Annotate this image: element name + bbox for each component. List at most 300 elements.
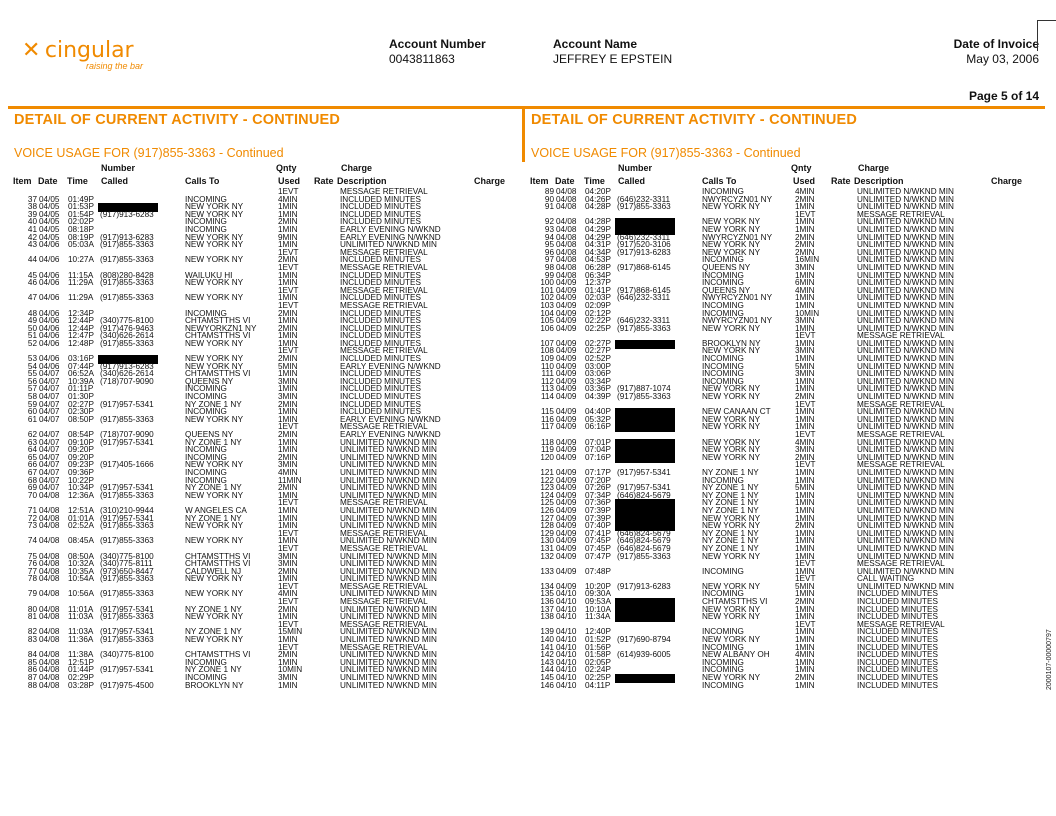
calls-to: INCOMING [185,224,227,234]
charge-description: INCLUDED MINUTES [340,217,421,227]
charge-description: UNLIMITED N/WKND MIN [857,407,954,417]
minutes-used: 2MIN [278,308,298,318]
number-called: (646)232-3311 [617,232,671,242]
call-date: 04/07 [39,369,60,379]
call-date: 04/07 [39,430,60,439]
account-number: 0043811863 [389,52,455,66]
charge-description: INCLUDED MINUTES [857,627,938,637]
item-number: 66 [27,460,37,470]
call-date: 04/09 [556,278,577,288]
charge-description: INCLUDED MINUTES [857,612,938,622]
call-date: 04/06 [39,270,60,280]
calls-to: CHTAMSTTHS VI [702,597,768,607]
number-called: (917)957-5341 [100,665,154,675]
calls-to: NY ZONE 1 NY [702,505,759,515]
table-row [13,522,523,530]
call-time: 01:01A [68,513,94,523]
header-date: Date [38,176,58,186]
number-called: (917)957-5341 [100,437,154,447]
call-time: 03:36P [585,384,611,394]
minutes-used: 5MIN [278,361,298,371]
charge-description: MESSAGE RETRIEVAL [857,399,945,409]
charge-description: MESSAGE RETRIEVAL [857,331,945,341]
calls-to: INCOMING [185,467,227,477]
call-time: 08:18P [68,224,94,234]
minutes-used: 2MIN [795,452,815,462]
charge-description: UNLIMITED N/WKND MIN [857,187,954,196]
charge-description: MESSAGE RETRIEVAL [340,285,428,295]
calls-to: INCOMING [702,308,744,318]
calls-to: INCOMING [702,657,744,667]
call-time: 02:05P [585,657,611,667]
number-called: (917)855-3363 [100,255,154,265]
account-number-label: Account Number [389,37,486,51]
calls-to: NEW YORK NY [185,612,244,622]
minutes-used: 2MIN [278,483,298,493]
call-date: 04/05 [39,232,60,242]
call-date: 04/08 [556,240,577,250]
calls-to: INCOMING [185,384,227,394]
call-date: 04/06 [39,240,60,250]
call-time: 01:53P [68,202,94,212]
charge-description: INCLUDED MINUTES [340,255,421,265]
header-called: Called [101,176,129,186]
calls-to: INCOMING [702,300,744,310]
section-title-left: DETAIL OF CURRENT ACTIVITY - CONTINUED [14,112,341,128]
item-number: 104 [540,308,554,318]
calls-to: INCOMING [702,255,744,265]
minutes-used: 4MIN [795,650,815,660]
minutes-used: 1MIN [795,354,815,364]
charge-description: UNLIMITED N/WKND MIN [857,285,954,295]
item-number: 131 [540,543,554,553]
item-number: 133 [540,566,554,576]
charge-description: UNLIMITED N/WKND MIN [857,414,954,424]
table-row [13,613,523,621]
call-date: 04/08 [556,224,577,234]
call-time: 07:16P [585,452,611,462]
charge-description: MESSAGE RETRIEVAL [857,209,945,219]
item-number: 38 [27,202,37,212]
charge-description: UNLIMITED N/WKND MIN [340,452,437,462]
calls-to: INCOMING [702,680,744,690]
charge-description: UNLIMITED N/WKND MIN [857,323,954,333]
minutes-used: 1MIN [795,490,815,500]
minutes-used: 1MIN [795,202,815,212]
page-number: Page 5 of 14 [968,89,1039,103]
calls-to: INCOMING [185,475,227,485]
minutes-used: 3MIN [278,551,298,561]
calls-to: INCOMING [702,361,744,371]
item-number: 110 [540,361,554,371]
item-number: 46 [27,278,37,288]
account-name: JEFFREY E EPSTEIN [553,52,673,66]
calls-to: NY ZONE 1 NY [185,437,242,447]
number-called: (646)232-3311 [617,316,671,326]
call-time: 04:20P [585,187,611,196]
item-number: 68 [27,475,37,485]
calls-to: NEW YORK NY [702,392,761,402]
call-date: 04/08 [39,551,60,561]
call-date: 04/06 [39,323,60,333]
call-time: 04:31P [585,240,611,250]
table-row [13,279,523,287]
minutes-used: 5MIN [795,361,815,371]
minutes-used: 1MIN [278,407,298,417]
minutes-used: 1EVT [278,581,299,591]
charge-description: MESSAGE RETRIEVAL [340,581,428,591]
item-number: 137 [540,604,554,614]
minutes-used: 3MIN [795,262,815,272]
cingular-logo [22,38,144,71]
charge-description: UNLIMITED N/WKND MIN [340,460,437,470]
item-number: 98 [544,262,554,272]
charge-description: EARLY EVENING N/WKND [340,430,441,439]
calls-to: NEW YORK NY [185,490,244,500]
minutes-used: 1MIN [278,240,298,250]
charge-description: INCLUDED MINUTES [340,308,421,318]
call-date: 04/10 [556,589,577,599]
invoice-date-label: Date of Invoice [953,37,1039,51]
charge-description: INCLUDED MINUTES [340,202,421,212]
minutes-used: 3MIN [795,316,815,326]
minutes-used: 1MIN [795,566,815,576]
charge-description: UNLIMITED N/WKND MIN [857,452,954,462]
minutes-used: 1EVT [278,346,299,356]
call-date: 04/08 [39,657,60,667]
table-row [530,203,1040,211]
calls-to: INCOMING [702,369,744,379]
call-time: 02:12P [585,308,611,318]
call-time: 02:30P [68,407,94,417]
calls-to: QUEENS NY [185,430,234,439]
table-row [13,492,523,500]
call-time: 02:29P [68,673,94,682]
call-date: 04/08 [39,612,60,622]
calls-to: NEW YORK NY [185,460,244,470]
call-date: 04/10 [556,650,577,660]
item-number: 99 [544,270,554,280]
charge-description: UNLIMITED N/WKND MIN [340,505,437,515]
charge-description: UNLIMITED N/WKND MIN [857,361,954,371]
table-row [13,340,523,348]
call-date: 04/09 [556,475,577,485]
minutes-used: 1MIN [795,384,815,394]
calls-to: QUEENS NY [702,285,751,295]
charge-description: UNLIMITED N/WKND MIN [340,665,437,675]
table-row [530,553,1040,561]
number-called: (917)957-5341 [100,483,154,493]
charge-description: UNLIMITED N/WKND MIN [857,551,954,561]
call-date: 04/09 [556,452,577,462]
calls-to: NEW YORK NY [702,452,761,462]
calls-to: INCOMING [702,354,744,364]
charge-description: UNLIMITED N/WKND MIN [857,581,954,591]
calls-to: NWYRCYZN01 NY [702,194,773,204]
minutes-used: 1MIN [795,323,815,333]
call-date: 04/09 [556,323,577,333]
call-date: 04/08 [39,665,60,675]
call-date: 04/05 [39,202,60,212]
logo-name: cingular [44,38,134,63]
call-date: 04/08 [39,513,60,523]
header-rate: Rate [831,176,851,186]
call-date: 04/09 [556,551,577,561]
call-date: 04/07 [39,376,60,386]
call-date: 04/08 [39,673,60,682]
call-time: 09:30A [585,589,611,599]
item-number: 95 [544,240,554,250]
header-item: Item [530,176,549,186]
header-calls-to: Calls To [702,176,737,186]
minutes-used: 1MIN [795,627,815,637]
call-date: 04/06 [39,338,60,348]
call-time: 02:52P [585,354,611,364]
calls-to: NEW YORK NY [185,414,244,424]
charge-description: UNLIMITED N/WKND MIN [340,559,437,569]
call-time: 04:26P [585,194,611,204]
item-number: 89 [544,187,554,196]
charge-description: UNLIMITED N/WKND MIN [340,521,437,531]
minutes-used: 4MIN [795,187,815,196]
item-number: 59 [27,399,37,409]
charge-description: INCLUDED MINUTES [857,650,938,660]
minutes-used: 1MIN [278,680,298,690]
calls-to: NY ZONE 1 NY [702,543,759,553]
minutes-used: 1MIN [278,369,298,379]
header-calls-to: Calls To [185,176,220,186]
table-row [13,537,523,545]
calls-to: INCOMING [185,217,227,227]
minutes-used: 2MIN [278,217,298,227]
call-date: 04/08 [39,589,60,599]
left-section-rule [8,106,522,109]
charge-description: MESSAGE RETRIEVAL [340,346,428,356]
charge-description: INCLUDED MINUTES [857,635,938,645]
calls-to: NEW YORK NY [702,673,761,682]
call-time: 09:20P [68,452,94,462]
charge-description: UNLIMITED N/WKND MIN [857,255,954,265]
charge-description: UNLIMITED N/WKND MIN [857,247,954,257]
number-called: (917)855-3363 [617,392,671,402]
header-charge-top: Charge [858,163,890,173]
charge-description: INCLUDED MINUTES [340,323,421,333]
charge-description: INCLUDED MINUTES [340,278,421,288]
charge-description: UNLIMITED N/WKND MIN [340,650,437,660]
calls-to: INCOMING [702,376,744,386]
minutes-used: 5MIN [795,483,815,493]
call-time: 04:28P [585,217,611,227]
minutes-used: 1MIN [795,475,815,485]
call-time: 01:49P [68,194,94,204]
header-number: Number [101,163,136,173]
item-number: 146 [540,680,554,690]
header-qnty: Qnty [276,163,297,173]
item-number: 40 [27,217,37,227]
call-time: 04:34P [585,247,611,257]
call-time: 10:54A [68,574,94,584]
header-charge-top: Charge [341,163,373,173]
table-row [530,613,1040,621]
call-time: 07:48P [585,566,611,576]
minutes-used: 1MIN [278,224,298,234]
item-number: 128 [540,521,554,531]
item-number: 132 [540,551,554,561]
minutes-used: 1EVT [795,559,816,569]
item-number: 118 [540,437,554,447]
item-number: 80 [27,604,37,614]
number-called: (917)887-1074 [617,384,671,394]
charge-description: UNLIMITED N/WKND MIN [857,270,954,280]
calls-to: NEW YORK NY [702,323,761,333]
minutes-used: 1MIN [278,316,298,326]
number-called: (917)957-5341 [617,483,671,493]
item-number: 48 [27,308,37,318]
minutes-used: 2MIN [278,354,298,364]
minutes-used: 2MIN [278,323,298,333]
minutes-used: 1EVT [795,460,816,470]
charge-description: INCLUDED MINUTES [340,209,421,219]
charge-description: INCLUDED MINUTES [857,665,938,675]
call-time: 07:41P [585,528,611,538]
item-number: 142 [540,650,554,660]
table-row [13,416,523,424]
minutes-used: 3MIN [278,460,298,470]
item-number: 67 [27,467,37,477]
minutes-used: 1MIN [278,437,298,447]
minutes-used: 1MIN [795,270,815,280]
call-date: 04/08 [39,650,60,660]
call-date: 04/09 [556,407,577,417]
call-time: 03:06P [585,369,611,379]
calls-to: CHTAMSTTHS VI [185,369,251,379]
number-called: (917)957-5341 [100,513,154,523]
calls-to: NY ZONE 1 NY [185,399,242,409]
number-called: (917)957-5341 [100,604,154,614]
minutes-used: 1MIN [795,224,815,234]
number-called: (917)520-3106 [617,240,671,250]
number-called: (917)957-5341 [100,627,154,637]
number-called: (917)855-3363 [617,202,671,212]
header-qnty: Qnty [791,163,812,173]
item-number: 88 [27,680,37,690]
minutes-used: 4MIN [795,437,815,447]
number-called: (917)855-3363 [100,278,154,288]
charge-description: UNLIMITED N/WKND MIN [340,467,437,477]
minutes-used: 2MIN [795,247,815,257]
header-time: Time [67,176,88,186]
call-date: 04/07 [39,384,60,394]
minutes-used: 2MIN [795,194,815,204]
call-date: 04/07 [39,407,60,417]
item-number: 113 [540,384,554,394]
charge-description: MESSAGE RETRIEVAL [857,460,945,470]
calls-to: NEW YORK NY [185,293,244,303]
charge-description: UNLIMITED N/WKND MIN [857,521,954,531]
account-name-block [553,37,672,67]
calls-to: INCOMING [185,657,227,667]
minutes-used: 1MIN [795,467,815,477]
item-number: 100 [540,278,554,288]
item-number: 74 [27,536,37,546]
item-number: 115 [540,407,554,417]
minutes-used: 1MIN [278,574,298,584]
calls-to: NEW YORK NY [702,445,761,455]
charge-description: UNLIMITED N/WKND MIN [340,240,437,250]
charge-description: MESSAGE RETRIEVAL [340,597,428,607]
charge-description: UNLIMITED N/WKND MIN [857,262,954,272]
calls-to: CHTAMSTTHS VI [185,559,251,569]
number-called: (917)476-9463 [100,323,154,333]
calls-to: NEWYORKZN1 NY [185,323,257,333]
calls-to: NEW YORK NY [185,232,244,242]
minutes-used: 1EVT [278,247,299,257]
call-time: 02:02P [68,217,94,227]
call-time: 08:50A [68,551,94,561]
item-number: 97 [544,255,554,265]
header-item: Item [13,176,32,186]
minutes-used: 2MIN [278,399,298,409]
call-date: 04/06 [39,354,60,364]
charge-description: INCLUDED MINUTES [340,194,421,204]
calls-to: NY ZONE 1 NY [185,483,242,493]
call-time: 02:22P [585,316,611,326]
item-number: 126 [540,505,554,515]
calls-to: BROOKLYN NY [185,680,244,690]
charge-description: MESSAGE RETRIEVAL [340,247,428,257]
charge-description: UNLIMITED N/WKND MIN [857,475,954,485]
charge-description: UNLIMITED N/WKND MIN [340,612,437,622]
calls-to: NEW YORK NY [185,202,244,212]
calls-to: NY ZONE 1 NY [702,483,759,493]
call-date: 04/07 [39,467,60,477]
call-date: 04/09 [556,490,577,500]
calls-to: INCOMING [185,673,227,682]
call-time: 01:11P [68,384,94,394]
table-row [530,393,1040,401]
minutes-used: 1EVT [795,209,816,219]
minutes-used: 2MIN [795,232,815,242]
minutes-used: 1MIN [278,202,298,212]
item-number: 102 [540,293,554,303]
call-date: 04/09 [556,543,577,553]
item-number: 77 [27,566,37,576]
item-number: 144 [540,665,554,675]
calls-to: NEW YORK NY [702,513,761,523]
charge-description: UNLIMITED N/WKND MIN [340,513,437,523]
call-date: 04/08 [39,635,60,645]
call-time: 07:20P [585,475,611,485]
charge-description: UNLIMITED N/WKND MIN [857,300,954,310]
call-date: 04/09 [556,316,577,326]
minutes-used: 1MIN [795,657,815,667]
minutes-used: 3MIN [278,392,298,402]
calls-to: NEW YORK NY [185,521,244,531]
calls-to: NEW YORK NY [185,338,244,348]
charge-description: UNLIMITED N/WKND MIN [340,490,437,500]
call-date: 04/09 [556,467,577,477]
call-time: 02:27P [585,346,611,356]
number-called: (917)855-3363 [100,612,154,622]
calls-to: NY ZONE 1 NY [702,536,759,546]
minutes-used: 1MIN [278,278,298,288]
minutes-used: 1MIN [278,536,298,546]
item-number: 145 [540,673,554,682]
call-time: 08:50P [68,414,94,424]
corner-mark [1037,20,1056,51]
call-time: 04:28P [585,202,611,212]
charge-description: INCLUDED MINUTES [857,642,938,652]
